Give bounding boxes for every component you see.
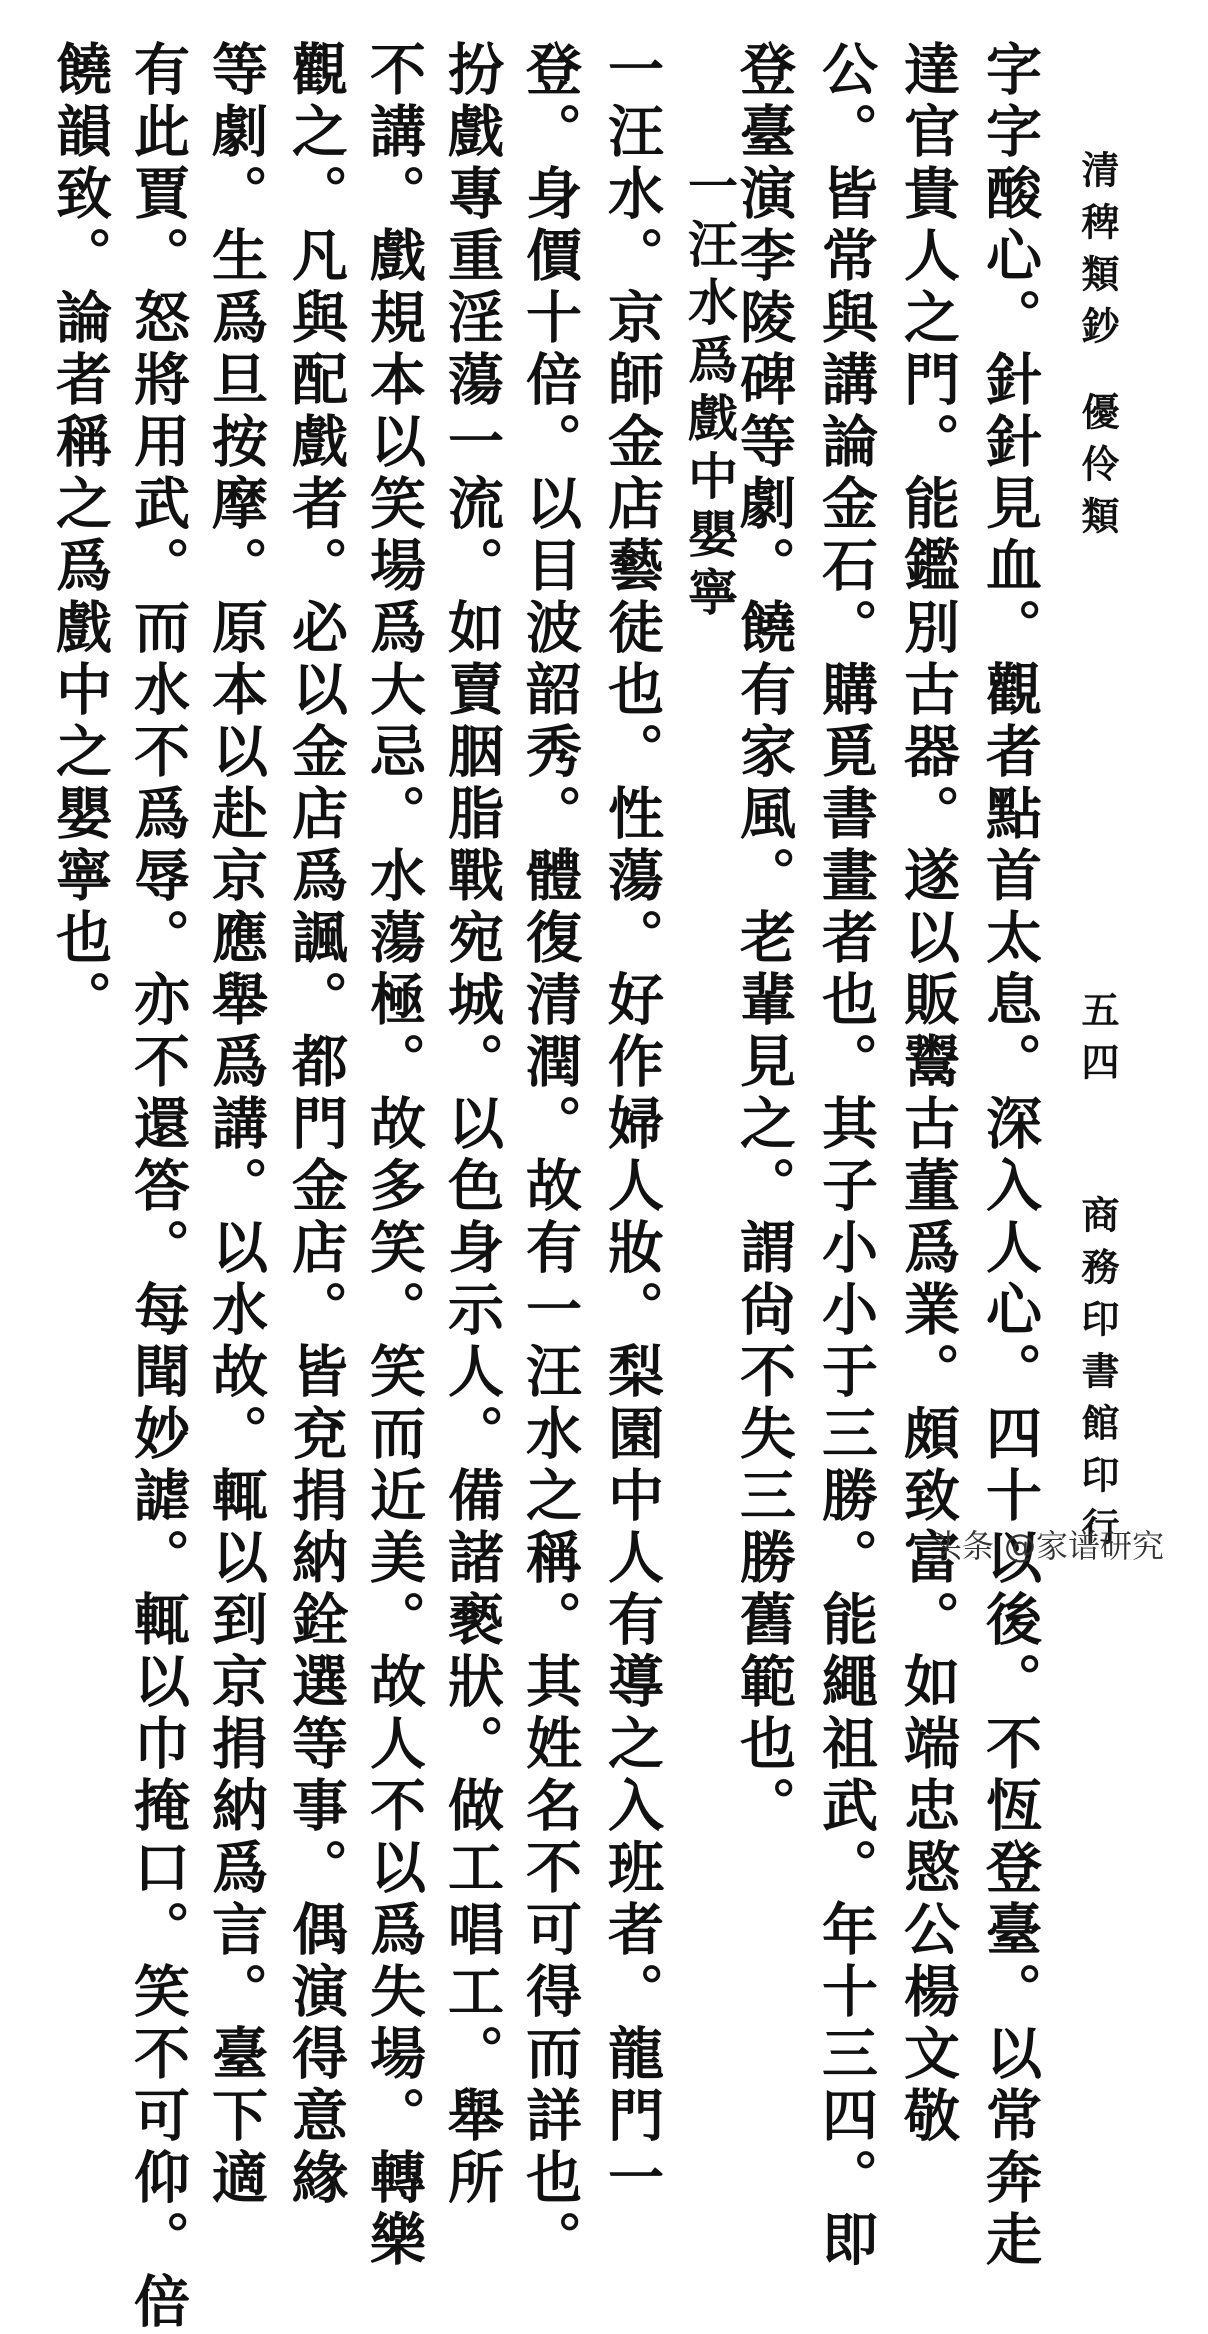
text-column: 一汪水。京師金店藝徒也。性蕩。好作婦人妝。梨園中人有導之入班者。龍門一 bbox=[599, 40, 665, 2210]
section-category: 優伶類 bbox=[1075, 392, 1120, 548]
watermark bbox=[930, 1521, 1164, 1567]
text-column: 登臺演李陵碑等劇。饒有家風。老輩見之。謂尙不失三勝舊範也。 bbox=[731, 40, 797, 1838]
text-column: 觀之。凡與配戲者。必以金店爲諷。都門金店。皆兗捐納銓選等事。偶演得意緣 bbox=[283, 40, 349, 2210]
watermark-text: 头条 @家谱研究 bbox=[929, 1527, 1164, 1565]
text-column: 公。皆常與講論金石。購覓書畫者也。其子小小于三勝。能繩祖武。年十三四。即 bbox=[813, 40, 879, 2272]
page-number: 五四 bbox=[1075, 990, 1120, 1094]
publisher-imprint: 商務印書館印行 bbox=[1075, 1195, 1120, 1559]
text-column: 扮戲專重淫蕩一流。如賣胭脂戰宛城。以色身示人。備諸褻狀。做工唱工。舉所 bbox=[439, 40, 505, 2210]
text-column: 等劇。生爲旦按摩。原本以赴京應舉爲講。以水故。輒以到京捐納爲言。臺下適 bbox=[203, 40, 269, 2210]
text-column: 饒韻致。論者稱之爲戲中之嬰寧也。 bbox=[47, 40, 113, 1032]
text-column: 字字酸心。針針見血。觀者點首太息。深入人心。四十以後。不恆登臺。以常奔走 bbox=[977, 40, 1043, 2272]
book-title: 清稗類鈔 bbox=[1075, 150, 1120, 358]
text-column: 登。身價十倍。以目波韶秀。體復清潤。故有一汪水之稱。其姓名不可得而詳也。 bbox=[517, 40, 583, 2272]
text-column: 有此賈。怒將用武。而水不爲辱。亦不還答。每聞妙謔。輒以巾掩口。笑不可仰。倍 bbox=[125, 40, 191, 2334]
text-column: 達官貴人之門。能鑑別古器。遂以販鬻古董爲業。頗致富。如端忠愍公楊文敬 bbox=[895, 40, 961, 2148]
text-column: 不講。戲規本以笑場爲大忌。水蕩極。故多笑。笑而近美。故人不以爲失場。轉樂 bbox=[361, 40, 427, 2272]
section-heading: 一汪水爲戲中嬰寧 bbox=[680, 160, 739, 624]
